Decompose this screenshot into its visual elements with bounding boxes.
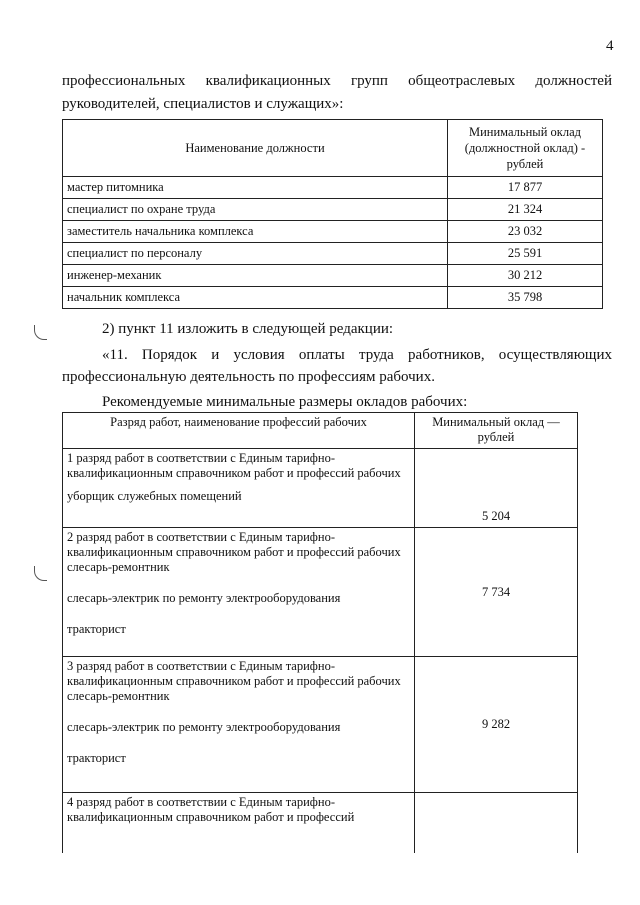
table-row [63,287,603,309]
profession-name: слесарь-ремонтник [67,560,170,574]
table-header-row [63,120,603,177]
position-name: инженер-механик [63,265,448,287]
grade-group-1 [63,449,578,528]
profession-name: слесарь-ремонтник [67,689,170,703]
grade-category: 1 разряд работ в соответствии с Единым тарифно-квалификационным справочником работ и профессий рабочих [67,451,401,480]
position-name: заместитель начальника комплекса [63,221,448,243]
grade-category: 2 разряд работ в соответствии с Единым тарифно-квалификационным справочником работ и профессий рабочих [67,530,401,559]
header-position-name: Наименование должности [63,120,448,177]
profession-name: слесарь-электрик по ремонту электрооборудования [67,720,341,734]
position-salary: 35 798 [448,287,603,309]
table-row [63,221,603,243]
table-header-row [63,413,578,449]
position-name: специалист по персоналу [63,243,448,265]
position-name: начальник комплекса [63,287,448,309]
header-min-salary: Минимальный оклад (должностной оклад) - рублей [448,120,603,177]
workers-salary-table [62,412,578,853]
grade-salary: 5 204 [415,449,578,528]
margin-pencil-mark [34,566,47,581]
profession-name: тракторист [67,622,126,636]
intro-line-1: профессиональных квалификационных групп общеотраслевых должностей [62,73,612,89]
item-11-line-1: «11. Порядок и условия оплаты труда работников, осуществляющих [102,347,612,363]
item-2-text: 2) пункт 11 изложить в следующей редакции: [102,321,394,337]
position-name: специалист по охране труда [63,199,448,221]
table-row [63,199,603,221]
position-salary: 30 212 [448,265,603,287]
position-name: мастер питомника [63,177,448,199]
grade-cell [63,793,415,854]
grade-cell [63,528,415,657]
position-salary: 21 324 [448,199,603,221]
position-salary: 23 032 [448,221,603,243]
header-min-salary: Минимальный оклад — рублей [415,413,578,449]
profession-name: слесарь-электрик по ремонту электрооборудования [67,591,341,605]
grade-group-2 [63,528,578,657]
grade-cell [63,449,415,528]
grade-salary [415,793,578,854]
grade-group-4 [63,793,578,854]
profession-name: уборщик служебных помещений [67,489,242,503]
header-grade-profession: Разряд работ, наименование профессий рабочих [63,413,415,449]
grade-category: 4 разряд работ в соответствии с Единым тарифно-квалификационным справочником работ и профессий [67,795,355,824]
position-salary: 17 877 [448,177,603,199]
recommend-text: Рекомендуемые минимальные размеры окладов рабочих: [102,394,468,410]
grade-category: 3 разряд работ в соответствии с Единым тарифно-квалификационным справочником работ и профессий рабочих [67,659,401,688]
grade-salary: 9 282 [415,657,578,793]
profession-name: тракторист [67,751,126,765]
grade-cell [63,657,415,793]
grade-group-3 [63,657,578,793]
officials-salary-table [62,119,603,309]
intro-line-2: руководителей, специалистов и служащих»: [62,96,344,112]
page-number: 4 [606,38,614,54]
table-row [63,265,603,287]
table-row [63,177,603,199]
margin-pencil-mark [34,325,47,340]
item-11-line-2: профессиональную деятельность по профессиям рабочих. [62,369,435,385]
position-salary: 25 591 [448,243,603,265]
grade-salary: 7 734 [415,528,578,657]
table-row [63,243,603,265]
